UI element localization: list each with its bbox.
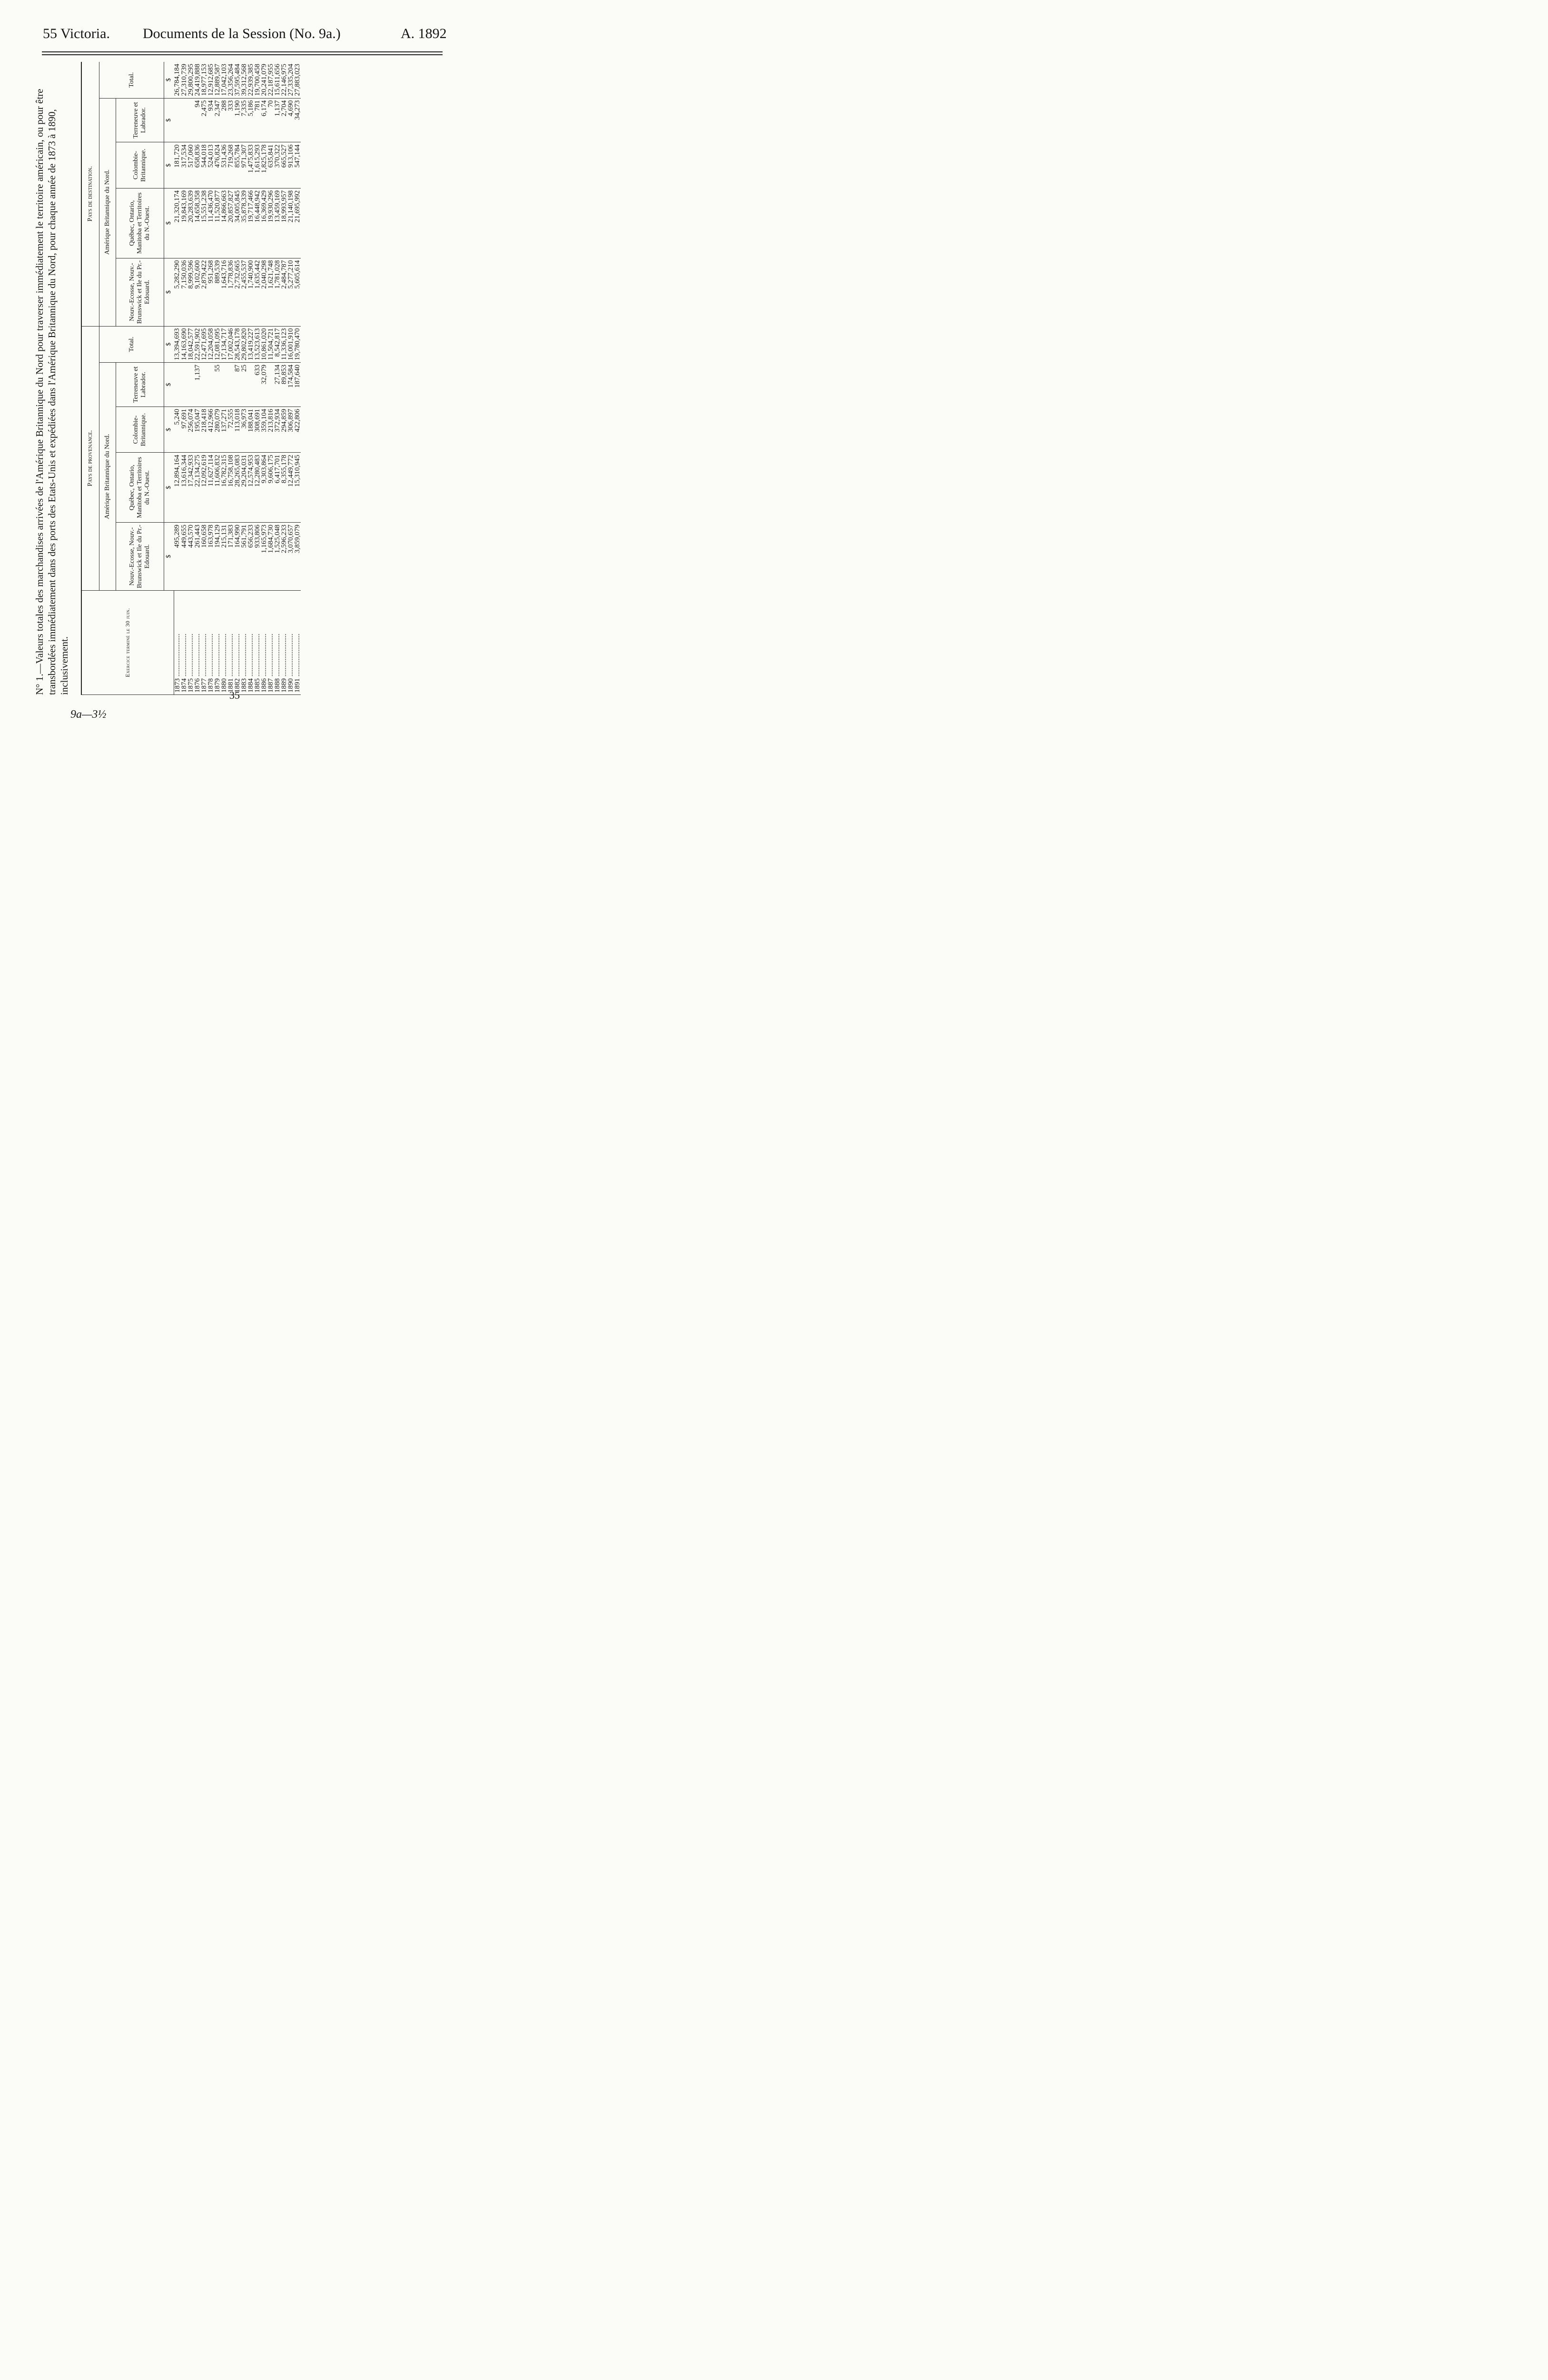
provenance-value-cell: 10,861,020: [261, 326, 267, 363]
destination-value-cell: 70: [267, 98, 274, 142]
provenance-value-cell: 1,137: [194, 363, 201, 407]
provenance-value-cell: 171,383: [227, 523, 234, 591]
destination-value-cell: 1,778,836: [227, 258, 234, 326]
destination-value-cell: 658,836: [194, 142, 201, 188]
destination-total-header: Total.: [99, 62, 164, 98]
provenance-value-cell: 306,897: [287, 407, 294, 452]
table-row: [187, 62, 194, 695]
unit-label: $: [164, 62, 174, 98]
provenance-value-cell: 174,584: [287, 363, 294, 407]
destination-value-cell: 34,273: [294, 98, 301, 142]
destination-value-cell: 35,878,339: [241, 188, 247, 258]
destination-value-cell: 13,459,169: [274, 188, 281, 258]
provenance-value-cell: 13,419,227: [247, 326, 254, 363]
page-number: 35: [229, 689, 240, 701]
destination-value-cell: 20,857,827: [227, 188, 234, 258]
table-row: [274, 62, 281, 695]
destination-value-cell: 1,475,833: [247, 142, 254, 188]
provenance-value-cell: 28,265,083: [234, 453, 241, 523]
provenance-value-cell: 16,001,910: [287, 326, 294, 363]
unit-label: $: [164, 326, 174, 363]
destination-value-cell: 317,534: [181, 142, 187, 188]
destination-value-cell: 1,781,028: [274, 258, 281, 326]
provenance-value-cell: 25: [241, 363, 247, 407]
provenance-value-cell: 36,973: [241, 407, 247, 452]
destination-value-cell: 12,889,587: [214, 62, 221, 98]
provenance-value-cell: 12,204,058: [207, 326, 214, 363]
destination-value-cell: 476,824: [214, 142, 221, 188]
unit-label: $: [164, 98, 174, 142]
unit-label: $: [164, 523, 174, 591]
table-row: [261, 62, 267, 695]
header-rule: [42, 51, 443, 52]
provenance-value-cell: 280,079: [214, 407, 221, 452]
provenance-value-cell: 29,204,031: [241, 453, 247, 523]
table-row: [181, 62, 187, 695]
provenance-value-cell: 656,233: [247, 523, 254, 591]
destination-value-cell: 23,356,264: [227, 62, 234, 98]
provenance-value-cell: 12,081,095: [214, 326, 221, 363]
provenance-value-cell: 195,047: [194, 407, 201, 452]
destination-value-cell: 1,643,716: [221, 258, 227, 326]
table-row: [267, 62, 274, 695]
provenance-value-cell: 22,134,275: [194, 453, 201, 523]
destination-value-cell: 1,137: [274, 98, 281, 142]
destination-value-cell: 7,335: [241, 98, 247, 142]
year-cell: 1891 ........................: [294, 591, 301, 695]
destination-value-cell: 94: [194, 98, 201, 142]
destination-value-cell: 21,695,992: [294, 188, 301, 258]
destination-value-cell: 2,879,422: [201, 258, 207, 326]
destination-value-cell: 21,140,198: [287, 188, 294, 258]
destination-value-cell: 19,700,458: [254, 62, 261, 98]
provenance-value-cell: 12,894,164: [174, 453, 181, 523]
destination-value-cell: 544,018: [201, 142, 207, 188]
year-cell: 1887 ........................: [267, 591, 274, 695]
year-cell: 1890 ........................: [287, 591, 294, 695]
provenance-header: Pays de provenance.: [81, 326, 99, 590]
destination-value-cell: 15,611,656: [274, 62, 281, 98]
destination-value-cell: 11,436,470: [207, 188, 214, 258]
destination-value-cell: 15,551,238: [201, 188, 207, 258]
table-row: [221, 62, 227, 695]
destination-value-cell: 951,268: [207, 258, 214, 326]
destination-value-cell: 333: [227, 98, 234, 142]
rotated-table-block: [33, 62, 395, 695]
provenance-value-cell: 261,443: [194, 523, 201, 591]
provenance-value-cell: 194,129: [214, 523, 221, 591]
provenance-value-cell: 12,449,772: [287, 453, 294, 523]
table-row: [241, 62, 247, 695]
provenance-value-cell: [221, 363, 227, 407]
provenance-value-cell: 933,806: [254, 523, 261, 591]
provenance-value-cell: 11,606,832: [214, 453, 221, 523]
destination-value-cell: 1,615,293: [254, 142, 261, 188]
provenance-value-cell: 9,606,175: [267, 453, 274, 523]
provenance-value-cell: 3,859,079: [294, 523, 301, 591]
destination-value-cell: 2,484,787: [281, 258, 287, 326]
provenance-value-cell: [227, 363, 234, 407]
table-row: [247, 62, 254, 695]
table-row: [214, 62, 221, 695]
destination-value-cell: [187, 98, 194, 142]
provenance-value-cell: 256,074: [187, 407, 194, 452]
provenance-value-cell: 1,525,048: [274, 523, 281, 591]
table-row: [227, 62, 234, 695]
provenance-value-cell: [181, 363, 187, 407]
provenance-value-cell: 188,041: [247, 407, 254, 452]
provenance-value-cell: 187,640: [294, 363, 301, 407]
destination-value-cell: 181,720: [174, 142, 181, 188]
provenance-value-cell: 561,791: [241, 523, 247, 591]
destination-value-cell: 5,186: [247, 98, 254, 142]
provenance-value-cell: 18,042,577: [187, 326, 194, 363]
provenance-value-cell: [267, 363, 274, 407]
destination-value-cell: 8,999,596: [187, 258, 194, 326]
table-title: N° 1.—Valeurs totales des marchandises arrivées de l'Amérique Britannique du Nord pour traverser immédiatement le territoire américain, ou pour être transbordées immédiatement dans des ports des Etats-Unis et expédiées dans l'Amérique Britannique du Nord, pour chaque année de 1873 à 1890, inclusivement.: [34, 89, 70, 695]
provenance-value-cell: 11,627,114: [207, 453, 214, 523]
header-rule-2: [42, 54, 443, 55]
footer-signature: 9a—3½: [70, 708, 107, 721]
destination-value-cell: 524,013: [207, 142, 214, 188]
destination-value-cell: 1,740,900: [247, 258, 254, 326]
table-row: [194, 62, 201, 695]
destination-value-cell: 719,268: [227, 142, 234, 188]
provenance-value-cell: 163,978: [207, 523, 214, 591]
provenance-value-cell: 3,070,657: [287, 523, 294, 591]
provenance-subgroup: Amérique Britannique du Nord.: [99, 363, 116, 591]
destination-value-cell: 5,282,290: [174, 258, 181, 326]
destination-value-cell: 39,312,568: [241, 62, 247, 98]
destination-value-cell: 7,150,036: [181, 258, 187, 326]
unit-label: $: [164, 407, 174, 452]
provenance-value-cell: 308,691: [254, 407, 261, 452]
destination-value-cell: 913,106: [287, 142, 294, 188]
destination-value-cell: 19,717,466: [247, 188, 254, 258]
destination-value-cell: [181, 98, 187, 142]
year-cell: 1878 ........................: [207, 591, 214, 695]
year-cell: 1885 ........................: [254, 591, 261, 695]
provenance-value-cell: 11,336,123: [281, 326, 287, 363]
destination-header: Pays de destination.: [81, 62, 99, 326]
year-cell: 1888 ........................: [274, 591, 281, 695]
provenance-value-cell: 160,658: [201, 523, 207, 591]
destination-value-cell: 5,605,614: [294, 258, 301, 326]
destination-value-cell: 4,690: [287, 98, 294, 142]
destination-value-cell: 665,527: [281, 142, 287, 188]
year-cell: 1877 ........................: [201, 591, 207, 695]
year-cell: 1883 ........................: [241, 591, 247, 695]
provenance-value-cell: 12,574,953: [247, 453, 254, 523]
destination-value-cell: 21,320,174: [174, 188, 181, 258]
destination-subgroup: Amérique Britannique du Nord.: [99, 98, 116, 326]
destination-value-cell: 1,190: [234, 98, 241, 142]
destination-value-cell: 16,369,429: [261, 188, 267, 258]
provenance-value-cell: 29,802,820: [241, 326, 247, 363]
provenance-value-cell: 55: [214, 363, 221, 407]
provenance-value-cell: 17,342,933: [187, 453, 194, 523]
destination-value-cell: 16,448,942: [254, 188, 261, 258]
provenance-value-cell: [174, 363, 181, 407]
year-label: A. 1892: [401, 26, 447, 41]
provenance-value-cell: 22,591,902: [194, 326, 201, 363]
destination-value-cell: 9,102,600: [194, 258, 201, 326]
destination-value-cell: 2,040,298: [261, 258, 267, 326]
col-header: Terreneuve et Labrador.: [116, 363, 164, 407]
provenance-value-cell: 17,002,046: [227, 326, 234, 363]
destination-value-cell: 11,520,877: [214, 188, 221, 258]
unit-label: $: [164, 142, 174, 188]
provenance-value-cell: 443,570: [187, 523, 194, 591]
destination-value-cell: 1,635,442: [254, 258, 261, 326]
destination-value-cell: 19,930,296: [267, 188, 274, 258]
table-row: [287, 62, 294, 695]
provenance-value-cell: 28,543,178: [234, 326, 241, 363]
table-row: [201, 62, 207, 695]
unit-label: $: [164, 453, 174, 523]
provenance-value-cell: 294,859: [281, 407, 287, 452]
provenance-value-cell: 16,782,315: [221, 453, 227, 523]
table-row: [254, 62, 261, 695]
provenance-value-cell: 412,966: [207, 407, 214, 452]
destination-value-cell: 34,005,845: [234, 188, 241, 258]
provenance-value-cell: 9,303,864: [261, 453, 267, 523]
destination-value-cell: 2,347: [214, 98, 221, 142]
destination-value-cell: 22,939,385: [247, 62, 254, 98]
destination-value-cell: 934: [207, 98, 214, 142]
destination-value-cell: 517,060: [187, 142, 194, 188]
destination-value-cell: 18,977,153: [201, 62, 207, 98]
provenance-value-cell: 422,806: [294, 407, 301, 452]
table-row: [234, 62, 241, 695]
destination-value-cell: 531,436: [221, 142, 227, 188]
destination-value-cell: 17,042,103: [221, 62, 227, 98]
provenance-value-cell: 16,758,108: [227, 453, 234, 523]
destination-value-cell: 971,307: [241, 142, 247, 188]
year-cell: 1874 ........................: [181, 591, 187, 695]
provenance-value-cell: 5,240: [174, 407, 181, 452]
destination-value-cell: 547,144: [294, 142, 301, 188]
destination-value-cell: 2,455,537: [241, 258, 247, 326]
provenance-value-cell: 113,018: [234, 407, 241, 452]
destination-value-cell: 370,322: [274, 142, 281, 188]
destination-value-cell: 37,595,484: [234, 62, 241, 98]
year-column-header: Exercice terminé le 30 juin.: [81, 591, 174, 695]
provenance-value-cell: 8,542,817: [274, 326, 281, 363]
destination-value-cell: 14,658,358: [194, 188, 201, 258]
col-header: Colombie-Britannique.: [116, 407, 164, 452]
destination-value-cell: 2,475: [201, 98, 207, 142]
year-cell: 1879 ........................: [214, 591, 221, 695]
year-cell: 1875 ........................: [187, 591, 194, 695]
provenance-value-cell: [187, 363, 194, 407]
provenance-value-cell: 359,104: [261, 407, 267, 452]
destination-value-cell: 5,277,210: [287, 258, 294, 326]
provenance-value-cell: 13,616,344: [181, 453, 187, 523]
col-header: Québec, Ontario, Manitoba et Territoires du N.-Ouest.: [116, 188, 164, 258]
provenance-value-cell: 137,271: [221, 407, 227, 452]
year-cell: 1880 ........................: [221, 591, 227, 695]
provenance-value-cell: 1,684,730: [267, 523, 274, 591]
table-row: [174, 62, 181, 695]
provenance-value-cell: 13,394,693: [174, 326, 181, 363]
destination-value-cell: 288: [221, 98, 227, 142]
destination-value-cell: 855,784: [234, 142, 241, 188]
provenance-value-cell: 215,131: [221, 523, 227, 591]
destination-value-cell: 24,419,888: [194, 62, 201, 98]
provenance-total-header: Total.: [99, 326, 164, 363]
destination-value-cell: 20,241,079: [261, 62, 267, 98]
provenance-value-cell: 6,417,701: [274, 453, 281, 523]
provenance-value-cell: 213,816: [267, 407, 274, 452]
col-header: Nouv.-Ecosse, Nouv.-Brunswick et Ile du Pr.-Edouard.: [116, 523, 164, 591]
destination-value-cell: 12,912,685: [207, 62, 214, 98]
destination-value-cell: 635,841: [267, 142, 274, 188]
year-cell: 1876 ........................: [194, 591, 201, 695]
provenance-value-cell: 13,523,613: [254, 326, 261, 363]
destination-value-cell: 29,800,295: [187, 62, 194, 98]
destination-value-cell: 20,283,639: [187, 188, 194, 258]
provenance-value-cell: 89,853: [281, 363, 287, 407]
destination-value-cell: 27,883,023: [294, 62, 301, 98]
provenance-value-cell: 14,163,690: [181, 326, 187, 363]
destination-value-cell: [174, 98, 181, 142]
provenance-value-cell: 27,134: [274, 363, 281, 407]
col-header: Colombie-Britannique.: [116, 142, 164, 188]
year-cell: 1882 ........................: [234, 591, 241, 695]
col-header: Québec, Ontario, Manitoba et Territoires du N.-Ouest.: [116, 453, 164, 523]
provenance-value-cell: 1,165,973: [261, 523, 267, 591]
year-cell: 1886 ........................: [261, 591, 267, 695]
provenance-value-cell: 15,310,945: [294, 453, 301, 523]
table-row: [294, 62, 301, 695]
provenance-value-cell: 72,555: [227, 407, 234, 452]
destination-value-cell: 2,704: [281, 98, 287, 142]
provenance-value-cell: 87: [234, 363, 241, 407]
destination-value-cell: 2,732,665: [234, 258, 241, 326]
unit-label: $: [164, 188, 174, 258]
provenance-value-cell: 495,289: [174, 523, 181, 591]
table-row: [207, 62, 214, 695]
provenance-value-cell: 32,079: [261, 363, 267, 407]
destination-value-cell: 889,539: [214, 258, 221, 326]
provenance-value-cell: 12,092,619: [201, 453, 207, 523]
table-row: [281, 62, 287, 695]
destination-value-cell: 781: [254, 98, 261, 142]
destination-value-cell: 27,310,739: [181, 62, 187, 98]
year-cell: 1881 ........................: [227, 591, 234, 695]
destination-value-cell: 26,784,184: [174, 62, 181, 98]
provenance-value-cell: [247, 363, 254, 407]
provenance-value-cell: 449,655: [181, 523, 187, 591]
provenance-value-cell: 164,990: [234, 523, 241, 591]
destination-value-cell: 1,825,178: [261, 142, 267, 188]
provenance-value-cell: 19,780,470: [294, 326, 301, 363]
provenance-value-cell: 218,418: [201, 407, 207, 452]
provenance-value-cell: 2,596,233: [281, 523, 287, 591]
unit-label: $: [164, 258, 174, 326]
provenance-value-cell: 12,280,483: [254, 453, 261, 523]
provenance-value-cell: [207, 363, 214, 407]
provenance-value-cell: [201, 363, 207, 407]
table-body: [174, 62, 301, 695]
session-label: 55 Victoria.: [43, 26, 110, 41]
destination-value-cell: 27,335,204: [287, 62, 294, 98]
provenance-value-cell: 633: [254, 363, 261, 407]
destination-value-cell: 14,866,663: [221, 188, 227, 258]
destination-value-cell: 1,621,748: [267, 258, 274, 326]
year-cell: 1884 ........................: [247, 591, 254, 695]
provenance-value-cell: 11,504,721: [267, 326, 274, 363]
year-cell: 1889 ........................: [281, 591, 287, 695]
destination-value-cell: 19,843,169: [181, 188, 187, 258]
provenance-value-cell: 17,134,717: [221, 326, 227, 363]
document-title: Documents de la Session (No. 9a.): [143, 26, 341, 41]
col-header: Terreneuve et Labrador.: [116, 98, 164, 142]
values-table: [81, 62, 301, 695]
destination-value-cell: 22,187,955: [267, 62, 274, 98]
provenance-value-cell: 8,355,178: [281, 453, 287, 523]
destination-value-cell: 6,174: [261, 98, 267, 142]
unit-label: $: [164, 363, 174, 407]
year-cell: 1873 ........................: [174, 591, 181, 695]
col-header: Nouv.-Ecosse, Nouv.-Brunswick et Ile du Pr.-Edouard.: [116, 258, 164, 326]
provenance-value-cell: 372,934: [274, 407, 281, 452]
provenance-value-cell: 12,471,695: [201, 326, 207, 363]
destination-value-cell: 18,993,957: [281, 188, 287, 258]
provenance-value-cell: 97,691: [181, 407, 187, 452]
destination-value-cell: 22,146,975: [281, 62, 287, 98]
